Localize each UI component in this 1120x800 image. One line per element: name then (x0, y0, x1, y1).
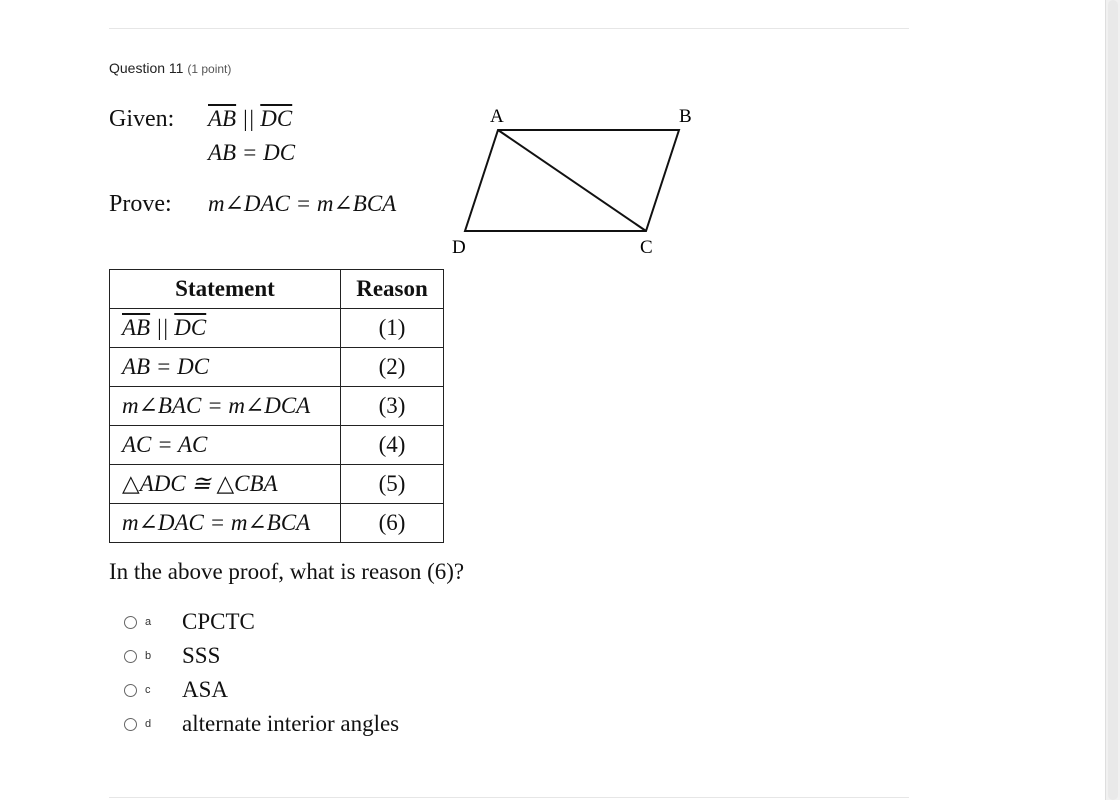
option-letter: b (145, 650, 152, 662)
vertex-label-c: C (640, 237, 653, 258)
option-text[interactable]: CPCTC (182, 609, 255, 634)
answer-option-b[interactable] (124, 641, 221, 671)
table-row (110, 348, 444, 387)
bottom-divider (109, 797, 909, 798)
diagonal-ac (498, 130, 646, 231)
option-letter: c (145, 684, 151, 696)
given-line-1: $\overline{AB}$ || $\overline{DC}$ (208, 106, 293, 131)
reason-header: Reason (341, 270, 444, 309)
statement-header: Statement (110, 270, 341, 309)
proof-table (109, 269, 444, 543)
statement-cell: △ADC ≅ △CBA (110, 465, 341, 504)
reason-cell: (2) (341, 348, 444, 387)
question-title: Question 11 (109, 60, 184, 76)
given-line-2: AB = DC (208, 140, 296, 165)
statement-cell: AB = DC (110, 348, 341, 387)
given-segment-dc: $\overline{DC}$ (260, 106, 293, 131)
table-row (110, 465, 444, 504)
vertex-label-a: A (490, 106, 504, 127)
option-text[interactable]: SSS (182, 643, 221, 668)
radio-button-b[interactable] (124, 650, 137, 663)
reason-cell: (6) (341, 504, 444, 543)
prove-statement: m∠DAC = m∠BCA (208, 191, 397, 216)
given-segment-ab: $\overline{AB}$ (208, 106, 237, 131)
given-label: Given: (109, 106, 175, 132)
vertical-scrollbar[interactable] (1105, 0, 1120, 800)
vertex-label-d: D (452, 237, 466, 258)
table-row (110, 504, 444, 543)
top-divider (109, 28, 909, 29)
radio-button-d[interactable] (124, 718, 137, 731)
proof-table-header (110, 270, 444, 309)
answer-option-d[interactable] (124, 709, 400, 739)
option-letter: d (145, 718, 152, 730)
statement-cell: $\overline{AB}$ || $\overline{DC}$ (110, 309, 341, 348)
statement-cell: AC = AC (110, 426, 341, 465)
reason-cell: (1) (341, 309, 444, 348)
radio-button-a[interactable] (124, 616, 137, 629)
answer-option-a[interactable] (124, 607, 255, 637)
table-row (110, 426, 444, 465)
statement-cell: m∠DAC = m∠BCA (110, 504, 341, 543)
parallelogram-figure (450, 100, 710, 265)
reason-cell: (5) (341, 465, 444, 504)
option-letter: a (145, 616, 152, 628)
reason-cell: (3) (341, 387, 444, 426)
scrollbar-thumb[interactable] (1108, 0, 1118, 800)
answer-option-c[interactable] (124, 675, 229, 705)
table-row (110, 309, 444, 348)
radio-button-c[interactable] (124, 684, 137, 697)
statement-cell: m∠BAC = m∠DCA (110, 387, 341, 426)
question-header (109, 60, 231, 76)
option-text[interactable]: alternate interior angles (182, 711, 400, 736)
prove-label: Prove: (109, 191, 172, 217)
vertex-label-b: B (679, 106, 692, 127)
question-points: (1 point) (187, 62, 232, 76)
reason-cell: (4) (341, 426, 444, 465)
option-text[interactable]: ASA (182, 677, 229, 702)
table-row (110, 387, 444, 426)
question-prompt: In the above proof, what is reason (6)? (109, 559, 465, 584)
